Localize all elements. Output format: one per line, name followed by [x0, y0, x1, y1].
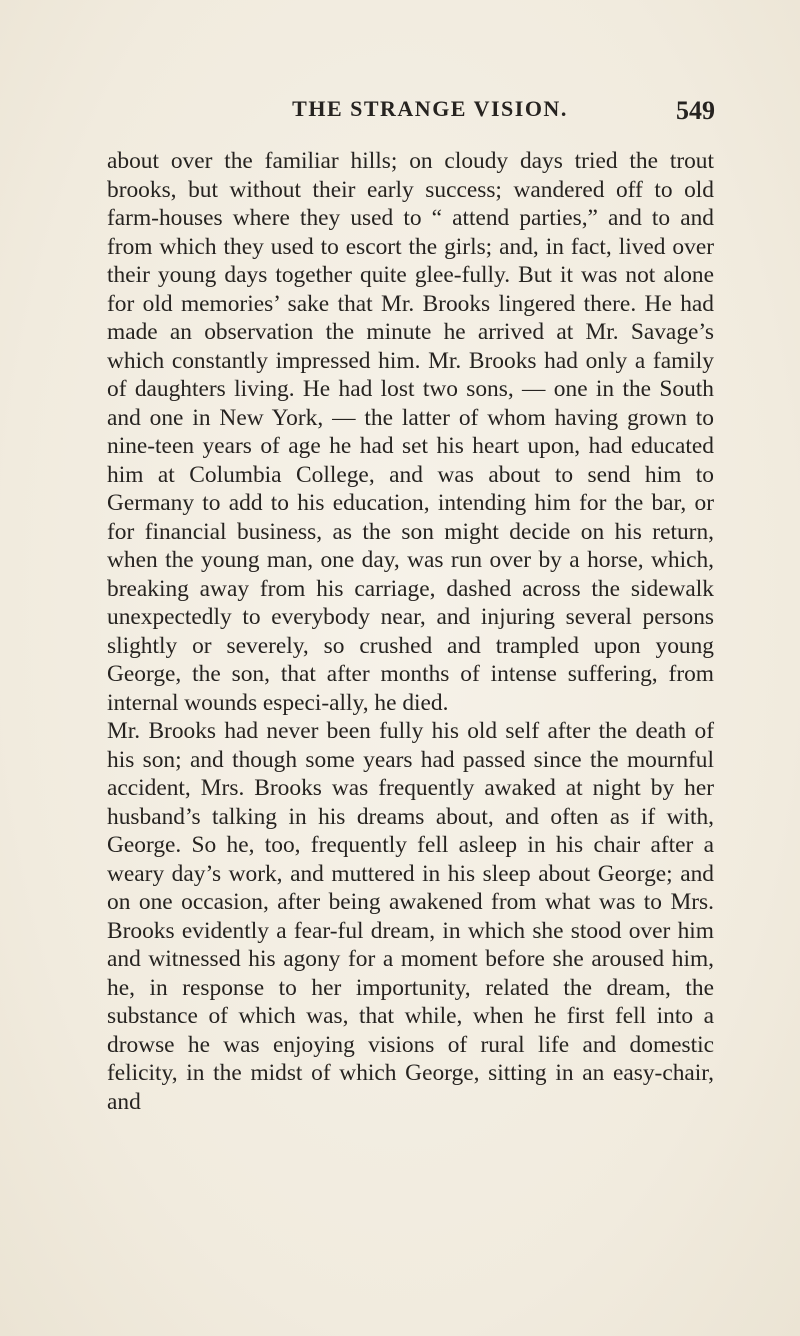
running-head	[0, 96, 800, 126]
body-text	[107, 147, 714, 1116]
paragraph-1: about over the familiar hills; on cloudy days tried the trout brooks, but without their early success; wandered off to old farm-houses where they used to “ attend parties,” and to and from which they used to escort the girls; and, in fact, lived over their young days together quite glee-fully. But it was not alone for old memories’ sake that Mr. Brooks lingered there. He had made an observation the minute he arrived at Mr. Savage’s which constantly impressed him. Mr. Brooks had only a family of daughters living. He had lost two sons, — one in the South and one in New York, — the latter of whom having grown to nine-teen years of age he had set his heart upon, had educated him at Columbia College, and was about to send him to Germany to add to his education, intending him for the bar, or for financial business, as the son might decide on his return, when the young man, one day, was run over by a horse, which, breaking away from his carriage, dashed across the sidewalk unexpectedly to everybody near, and injuring several persons slightly or severely, so crushed and trampled upon young George, the son, that after months of intense suffering, from internal wounds especi-ally, he died.	[107, 148, 714, 716]
paragraph-2: Mr. Brooks had never been fully his old self after the death of his son; and though some years had passed since the mournful accident, Mrs. Brooks was frequently awaked at night by her husband’s talking in his dreams about, and often as if with, George. So he, too, frequently fell asleep in his chair after a weary day’s work, and muttered in his sleep about George; and on one occasion, after being awakened from what was to Mrs. Brooks evidently a fear-ful dream, in which she stood over him and witnessed his agony for a moment before she aroused him, he, in response to her importunity, related the dream, the substance of which was, that while, when he first fell into a drowse he was enjoying visions of rural life and domestic felicity, in the midst of which George, sitting in an easy-chair, and	[107, 718, 714, 1115]
page-number: 549	[676, 96, 715, 125]
running-title: THE STRANGE VISION.	[292, 96, 568, 121]
